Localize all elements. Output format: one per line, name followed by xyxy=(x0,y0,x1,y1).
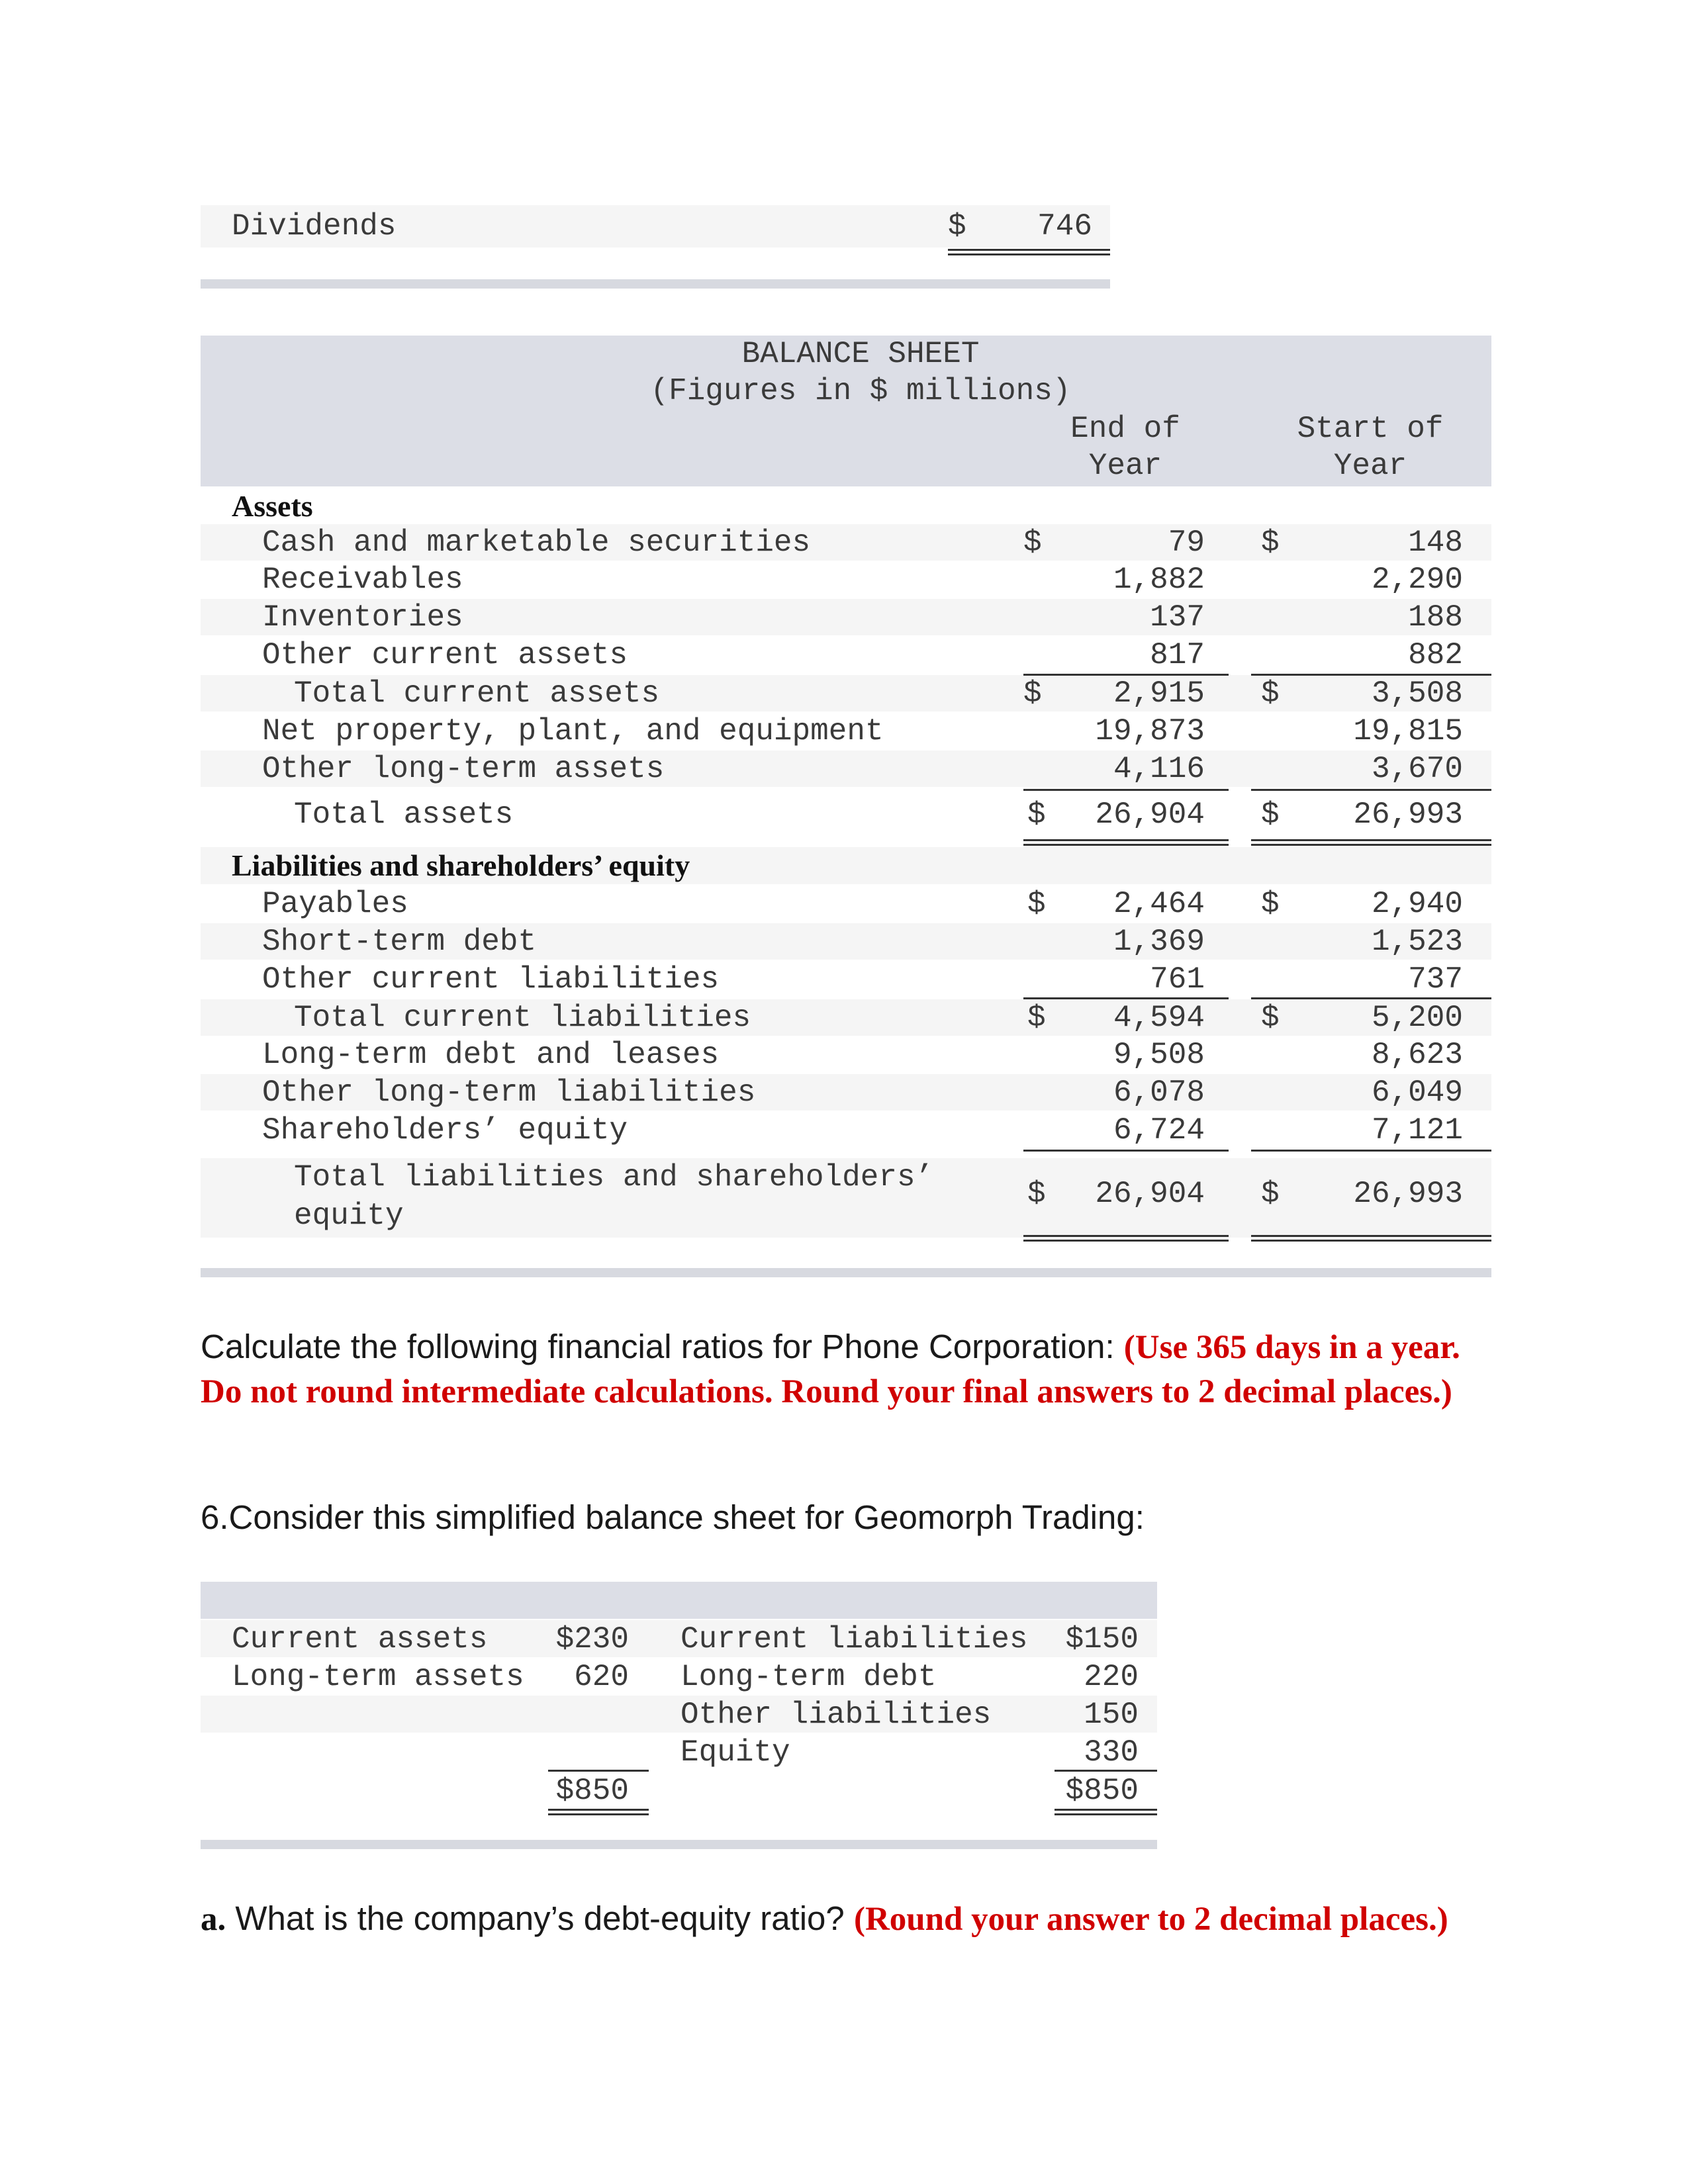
question-a-red-note: (Round your answer to 2 decimal places.) xyxy=(853,1901,1448,1938)
col-start-label-1: Start of xyxy=(1297,412,1444,446)
value-end-total-assets: 26,904 xyxy=(1095,797,1205,832)
row-label-short-term-debt: Short-term debt xyxy=(262,925,537,959)
value-start-other-long-term-liabilities: 6,049 xyxy=(1371,1075,1463,1110)
instruction-paragraph xyxy=(201,1325,1491,1414)
value-end-receivables: 1,882 xyxy=(1113,563,1205,597)
currency-start: $ xyxy=(1261,797,1280,832)
row-label-total-current-liabilities: Total current liabilities xyxy=(294,1001,751,1035)
currency-start: $ xyxy=(1261,1177,1280,1211)
geomorph-left-total: $850 xyxy=(555,1774,629,1808)
geomorph-left-label-long-term-assets: Long-term assets xyxy=(232,1660,524,1694)
geomorph-right-label-other-liabilities: Other liabilities xyxy=(680,1698,992,1732)
value-start-total-current-assets: 3,508 xyxy=(1371,676,1463,711)
row-label-cash: Cash and marketable securities xyxy=(262,525,811,560)
geomorph-right-label-equity: Equity xyxy=(680,1735,790,1770)
currency-end: $ xyxy=(1027,887,1046,921)
question-a-text: What is the company’s debt-equity ratio? xyxy=(226,1899,854,1937)
row-label-total-liabilities-equity-1: Total liabilities and shareholders’ xyxy=(294,1160,934,1195)
value-end-total-liabilities-equity: 26,904 xyxy=(1095,1177,1205,1211)
geomorph-left-label-current-assets: Current assets xyxy=(232,1622,488,1657)
question-a-paragraph xyxy=(201,1897,1491,1941)
value-end-net-ppe: 19,873 xyxy=(1095,714,1205,749)
geomorph-right-value-equity: 330 xyxy=(1084,1735,1139,1770)
section-divider xyxy=(201,1268,1491,1277)
geomorph-right-value-other-liabilities: 150 xyxy=(1084,1698,1139,1732)
value-start-total-liabilities-equity: 26,993 xyxy=(1353,1177,1463,1211)
row-label-inventories: Inventories xyxy=(262,600,463,635)
liabilities-heading: Liabilities and shareholders’ equity xyxy=(232,848,690,882)
value-end-other-long-term-assets: 4,116 xyxy=(1113,752,1205,786)
value-start-shareholders-equity: 7,121 xyxy=(1371,1113,1463,1148)
double-rule-start xyxy=(1251,1235,1491,1242)
dividends-currency: $ xyxy=(948,209,966,244)
double-rule-end xyxy=(1023,839,1229,846)
instruction-text: Calculate the following financial ratios for Phone Corporation: xyxy=(201,1328,1124,1365)
geomorph-right-label-long-term-debt: Long-term debt xyxy=(680,1660,937,1694)
currency-start: $ xyxy=(1261,676,1280,711)
row-label-receivables: Receivables xyxy=(262,563,463,597)
currency-end: $ xyxy=(1023,525,1042,560)
total-rule-end xyxy=(1023,1150,1229,1152)
balance-sheet-title: BALANCE SHEET xyxy=(741,337,980,371)
row-label-total-assets: Total assets xyxy=(294,797,514,832)
double-rule-end xyxy=(1023,1235,1229,1242)
total-rule-end xyxy=(1023,789,1229,791)
value-end-short-term-debt: 1,369 xyxy=(1113,925,1205,959)
value-start-cash: 148 xyxy=(1408,525,1463,560)
dividends-value: 746 xyxy=(1037,209,1092,244)
value-start-other-current-assets: 882 xyxy=(1408,638,1463,672)
value-start-net-ppe: 19,815 xyxy=(1353,714,1463,749)
dividends-double-underline xyxy=(948,249,1110,255)
double-rule-start xyxy=(1251,839,1491,846)
geomorph-left-double-rule xyxy=(548,1809,649,1815)
col-end-label-1: End of xyxy=(1070,412,1180,446)
value-end-long-term-debt: 9,508 xyxy=(1113,1038,1205,1072)
row-label-total-liabilities-equity-2: equity xyxy=(294,1199,404,1233)
value-start-other-long-term-assets: 3,670 xyxy=(1371,752,1463,786)
currency-end: $ xyxy=(1023,676,1042,711)
row-label-other-long-term-assets: Other long-term assets xyxy=(262,752,665,786)
value-end-shareholders-equity: 6,724 xyxy=(1113,1113,1205,1148)
balance-sheet-subtitle: (Figures in $ millions) xyxy=(650,374,1071,408)
currency-start: $ xyxy=(1261,887,1280,921)
currency-end: $ xyxy=(1027,797,1046,832)
geomorph-right-total: $850 xyxy=(1065,1774,1139,1808)
currency-end: $ xyxy=(1027,1177,1046,1211)
dividends-label: Dividends xyxy=(232,209,397,244)
geomorph-left-value-long-term-assets: 620 xyxy=(574,1660,629,1694)
value-end-total-current-assets: 2,915 xyxy=(1113,676,1205,711)
row-band xyxy=(201,1696,1157,1733)
row-label-other-current-liabilities: Other current liabilities xyxy=(262,962,720,997)
section-divider xyxy=(201,279,1110,289)
value-start-short-term-debt: 1,523 xyxy=(1371,925,1463,959)
value-end-other-current-liabilities: 761 xyxy=(1150,962,1205,997)
geomorph-right-label-current-liabilities: Current liabilities xyxy=(680,1622,1028,1657)
total-rule-start xyxy=(1251,789,1491,791)
geomorph-left-value-current-assets: $230 xyxy=(555,1622,629,1657)
question-a-prefix: a. xyxy=(201,1901,226,1938)
col-start-label-2: Year xyxy=(1333,449,1407,483)
currency-start: $ xyxy=(1261,1001,1280,1035)
value-end-other-current-assets: 817 xyxy=(1150,638,1205,672)
assets-heading: Assets xyxy=(232,489,313,523)
question-6-text: 6.Consider this simplified balance sheet for Geomorph Trading: xyxy=(201,1498,1145,1536)
row-label-long-term-debt: Long-term debt and leases xyxy=(262,1038,720,1072)
value-start-receivables: 2,290 xyxy=(1371,563,1463,597)
value-start-total-current-liabilities: 5,200 xyxy=(1371,1001,1463,1035)
value-end-cash: 79 xyxy=(1168,525,1205,560)
row-label-shareholders-equity: Shareholders’ equity xyxy=(262,1113,628,1148)
value-end-other-long-term-liabilities: 6,078 xyxy=(1113,1075,1205,1110)
value-end-payables: 2,464 xyxy=(1113,887,1205,921)
value-end-inventories: 137 xyxy=(1150,600,1205,635)
col-end-label-2: Year xyxy=(1088,449,1162,483)
value-start-inventories: 188 xyxy=(1408,600,1463,635)
value-start-payables: 2,940 xyxy=(1371,887,1463,921)
total-rule-start xyxy=(1251,1150,1491,1152)
row-label-net-ppe: Net property, plant, and equipment xyxy=(262,714,884,749)
row-label-other-current-assets: Other current assets xyxy=(262,638,628,672)
currency-start: $ xyxy=(1261,525,1280,560)
row-label-total-current-assets: Total current assets xyxy=(294,676,660,711)
row-label-payables: Payables xyxy=(262,887,408,921)
geomorph-right-value-current-liabilities: $150 xyxy=(1065,1622,1139,1657)
value-end-total-current-liabilities: 4,594 xyxy=(1113,1001,1205,1035)
value-start-long-term-debt: 8,623 xyxy=(1371,1038,1463,1072)
value-start-total-assets: 26,993 xyxy=(1353,797,1463,832)
section-divider xyxy=(201,1840,1157,1849)
geomorph-right-double-rule xyxy=(1055,1809,1157,1815)
currency-end: $ xyxy=(1027,1001,1046,1035)
geomorph-right-value-long-term-debt: 220 xyxy=(1084,1660,1139,1694)
row-label-other-long-term-liabilities: Other long-term liabilities xyxy=(262,1075,756,1110)
instruction-red-note: (Use 365 days in a year. Do not round intermediate calculations. Round your final answers to 2 decimal places.) xyxy=(201,1329,1460,1410)
value-start-other-current-liabilities: 737 xyxy=(1408,962,1463,997)
geomorph-header-band xyxy=(201,1582,1157,1619)
